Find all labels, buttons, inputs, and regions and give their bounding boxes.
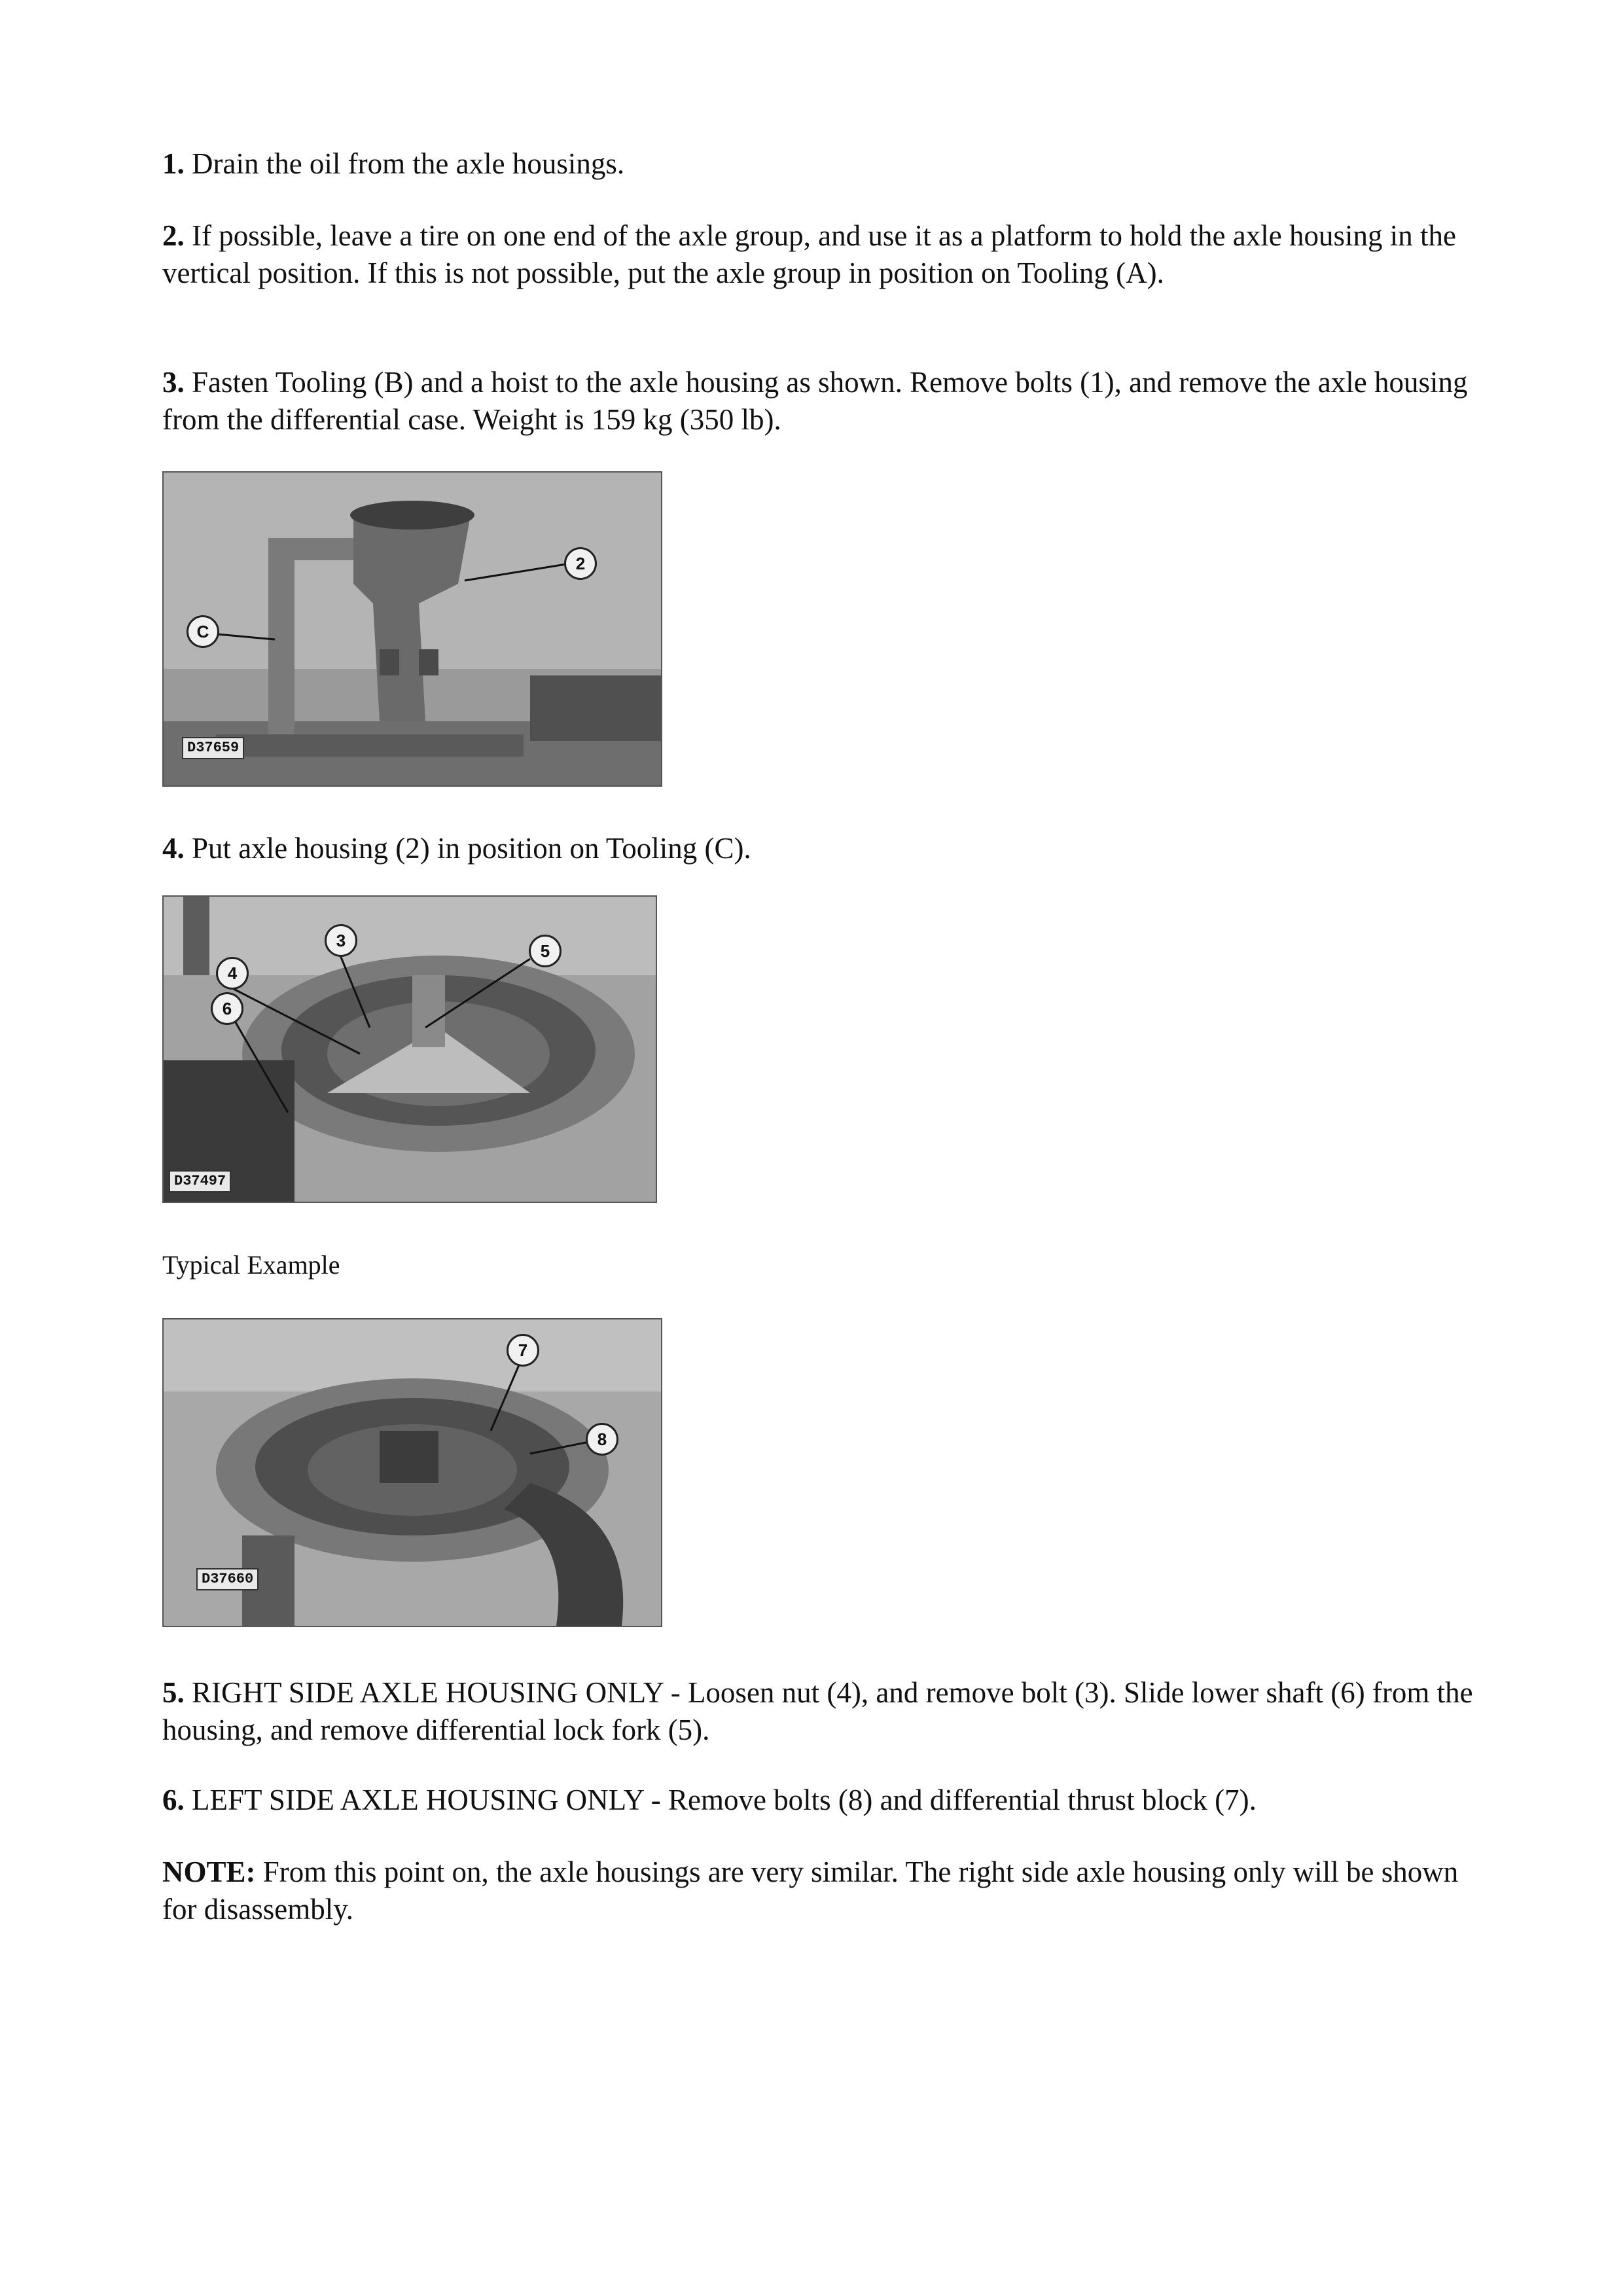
step-text: RIGHT SIDE AXLE HOUSING ONLY - Loosen nut (4), and remove bolt (3). Slide lower shaft (6) from the housing, and remove differential lock fork (5). [162, 1676, 1473, 1746]
step-number: 4. [162, 832, 185, 865]
callout-label: 5 [529, 935, 562, 967]
step-text: Put axle housing (2) in position on Tooling (C). [184, 832, 751, 865]
step-4 [162, 830, 1478, 867]
step-1 [162, 145, 1478, 183]
figure-code: D37497 [169, 1170, 231, 1193]
step-6 [162, 1782, 1478, 1819]
figure-d37497 [162, 895, 657, 1203]
figure-code: D37659 [182, 737, 244, 759]
callout-label: 7 [507, 1334, 539, 1367]
step-text: If possible, leave a tire on one end of the axle group, and use it as a platform to hold the axle housing in the vertical position. If this is not possible, put the axle group in position on Tooling (A). [162, 219, 1456, 289]
note-label: NOTE: [162, 1856, 256, 1888]
step-2 [162, 217, 1478, 292]
figure-d37660 [162, 1318, 662, 1627]
step-number: 2. [162, 219, 185, 252]
figure-d37659 [162, 471, 662, 787]
callout-label: 8 [586, 1423, 618, 1456]
step-text: Fasten Tooling (B) and a hoist to the axle housing as shown. Remove bolts (1), and remove the axle housing from the differential case. Weight is 159 kg (350 lb). [162, 366, 1468, 436]
callout-label: 4 [216, 957, 249, 990]
figure-caption: Typical Example [162, 1250, 340, 1280]
callout-label: C [187, 615, 219, 648]
step-5 [162, 1674, 1478, 1749]
step-number: 3. [162, 366, 185, 399]
figure-code: D37660 [196, 1568, 259, 1590]
step-number: 6. [162, 1784, 185, 1816]
step-number: 5. [162, 1676, 185, 1709]
callout-label: 2 [564, 547, 597, 580]
callout-label: 3 [325, 924, 357, 957]
note [162, 1854, 1478, 1928]
figure-d37497-illustration [164, 897, 656, 1202]
step-text: Drain the oil from the axle housings. [184, 147, 625, 180]
step-text: LEFT SIDE AXLE HOUSING ONLY - Remove bolts (8) and differential thrust block (7). [184, 1784, 1257, 1816]
step-3 [162, 364, 1478, 439]
note-text: From this point on, the axle housings are very similar. The right side axle housing only will be shown for disassembly. [162, 1856, 1459, 1926]
callout-label: 6 [211, 992, 243, 1025]
step-number: 1. [162, 147, 185, 180]
